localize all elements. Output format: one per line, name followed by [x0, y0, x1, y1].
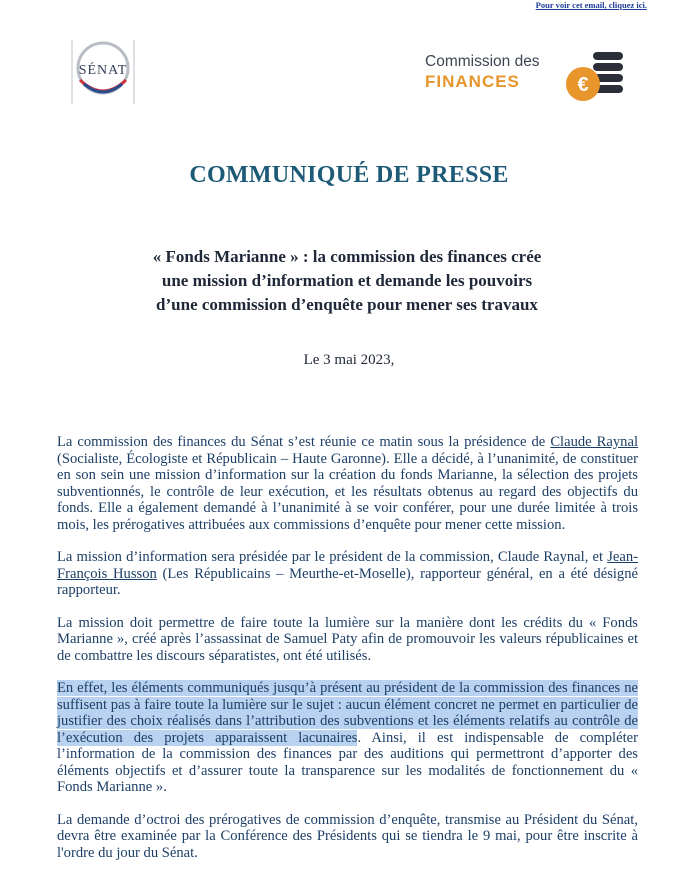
commission-des-finances-logo: [425, 53, 540, 92]
p1-text-b: (Socialiste, Écologiste et Républicain – Haute Garonne). Elle a décidé, à l’unanimité, de constituer en son sein une mission d’information sur la création du fonds Marianne, la sélection des projets subventionnés, le contrôle de leur exécution, et les résultats obtenus au regard des objectifs du fonds. Elle a également demandé à l’unanimité à se voir conférer, pour une durée limitée à trois mois, les prérogatives attribuées aux commissions d’enquête pour mener cette mission.: [57, 450, 638, 533]
link-claude-raynal[interactable]: Claude Raynal: [550, 434, 639, 450]
commission-logo-line1: Commission des: [425, 53, 540, 70]
paragraph-3: [57, 615, 638, 665]
headline-line-3: d’une commission d’enquête pour mener ses travaux: [156, 295, 538, 314]
euro-coins-icon: [563, 48, 625, 102]
p2-text-a: La mission d’information sera présidée par le président de la commission, Claude Raynal, et: [57, 549, 608, 565]
senat-logo-text: SÉNAT: [78, 63, 128, 78]
p4-text-rest: . Ainsi, il est indispensable de compléter l’information de la commission des finances par des auditions qui permettront d’apporter des éléments objectifs et d’assurer toute la transparence sur les modalités de fonctionnement du « Fonds Marianne ».: [57, 729, 638, 795]
commission-logo-line2: FINANCES: [425, 72, 520, 91]
page-title: COMMUNIQUÉ DE PRESSE: [189, 162, 509, 188]
paragraph-4: [57, 680, 638, 796]
p5-text: La demande d’octroi des prérogatives de commission d’enquête, transmise au Président du Sénat, devra être examinée par la Conférence des Présidents qui se tiendra le 9 mai, pour être inscrite à l'ordre du jour du Sénat.: [57, 811, 638, 861]
p4-selected-text[interactable]: En effet, les éléments communiqués jusqu’à présent au président de la commission des finances ne suffisent pas à faire toute la lumière sur le sujet : aucun élément concret ne permet en particulier de justifier des choix réalisés dans l’attribution des subventions et les éléments relatifs au contrôle de l’exécution des projets apparaissent lacunaires: [57, 680, 638, 746]
press-release-body: [57, 434, 638, 877]
paragraph-5: [57, 812, 638, 862]
paragraph-2: [57, 549, 638, 599]
p3-text: La mission doit permettre de faire toute la lumière sur la manière dont les crédits du « Fonds Marianne », créé après l’assassinat de Samuel Paty afin de promouvoir les valeurs républicaines et de combattre les discours séparatistes, ont été utilisés.: [57, 614, 638, 664]
headline-line-2: une mission d’information et demande les pouvoirs: [161, 271, 533, 290]
paragraph-1: [57, 434, 638, 533]
p1-text-a: La commission des finances du Sénat s’est réunie ce matin sous la présidence de: [57, 434, 551, 450]
link-jean-francois-husson[interactable]: Jean-François Husson: [57, 549, 638, 582]
release-date: Le 3 mai 2023,: [303, 352, 395, 368]
euro-symbol: €: [577, 74, 589, 96]
headline-line-1: « Fonds Marianne » : la commission des finances crée: [152, 247, 542, 266]
p2-text-b: (Les Républicains – Meurthe-et-Moselle), rapporteur général, en a été désigné rapporteur.: [57, 565, 638, 598]
press-release-headline: [60, 245, 634, 317]
view-in-browser-link[interactable]: Pour voir cet email, cliquez ici.: [535, 0, 647, 10]
